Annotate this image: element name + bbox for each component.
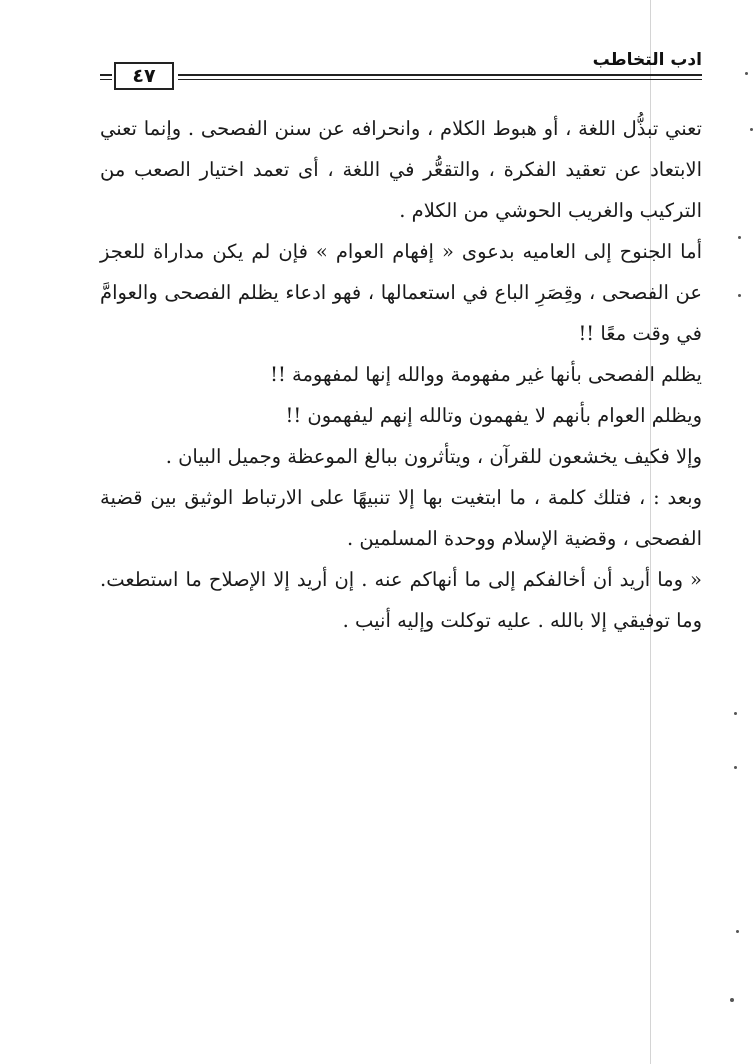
scan-speck <box>734 766 737 769</box>
paragraph-5: وإلا فكيف يخشعون للقرآن ، ويتأثرون ببالغ الموعظة وجميل البيان . <box>165 445 702 468</box>
scan-speck <box>734 712 737 715</box>
running-title: ادب التخاطب <box>592 50 702 70</box>
scan-speck <box>745 72 748 75</box>
paragraph-1: تعني تبذُّل اللغة ، أو هبوط الكلام ، وانحرافه عن سنن الفصحى . وإنما تعني الابتعاد عن تعقيد الفكرة ، والتقعُّر في اللغة ، أى تعمد اختيار الصعب من التركيب والغريب الحوشي من الكلام . <box>100 117 702 222</box>
header-rule <box>178 74 702 80</box>
scan-speck <box>738 236 741 239</box>
paragraph-7: « وما أريد أن أخالفكم إلى ما أنهاكم عنه . إن أريد إلا الإصلاح ما استطعت. وما توفيقي إلا بالله . عليه توكلت وإليه أنيب . <box>100 568 702 632</box>
page-body <box>100 108 702 641</box>
scan-speck <box>736 930 739 933</box>
paragraph-4: ويظلم العوام بأنهم لا يفهمون وتالله إنهم ليفهمون !! <box>285 404 702 427</box>
scan-speck <box>730 998 734 1002</box>
scan-speck <box>750 128 753 131</box>
page-number: ٤٧ <box>114 62 174 90</box>
paragraph-2: أما الجنوح إلى العاميه بدعوى « إفهام العوام » فإن لم يكن مداراة للعجز عن الفصحى ، وقِصَرِ الباع في استعمالها ، فهو ادعاء يظلم الفصحى والعوامَّ في وقت معًا !! <box>100 240 702 345</box>
header-rule-left <box>100 74 112 80</box>
page-header <box>100 50 702 95</box>
paragraph-6: وبعد : ، فتلك كلمة ، ما ابتغيت بها إلا تنبيهًا على الارتباط الوثيق بين قضية الفصحى ، وقضية الإسلام ووحدة المسلمين . <box>100 486 702 550</box>
paragraph-3: يظلم الفصحى بأنها غير مفهومة ووالله إنها لمفهومة !! <box>270 363 702 386</box>
scan-speck <box>738 294 741 297</box>
